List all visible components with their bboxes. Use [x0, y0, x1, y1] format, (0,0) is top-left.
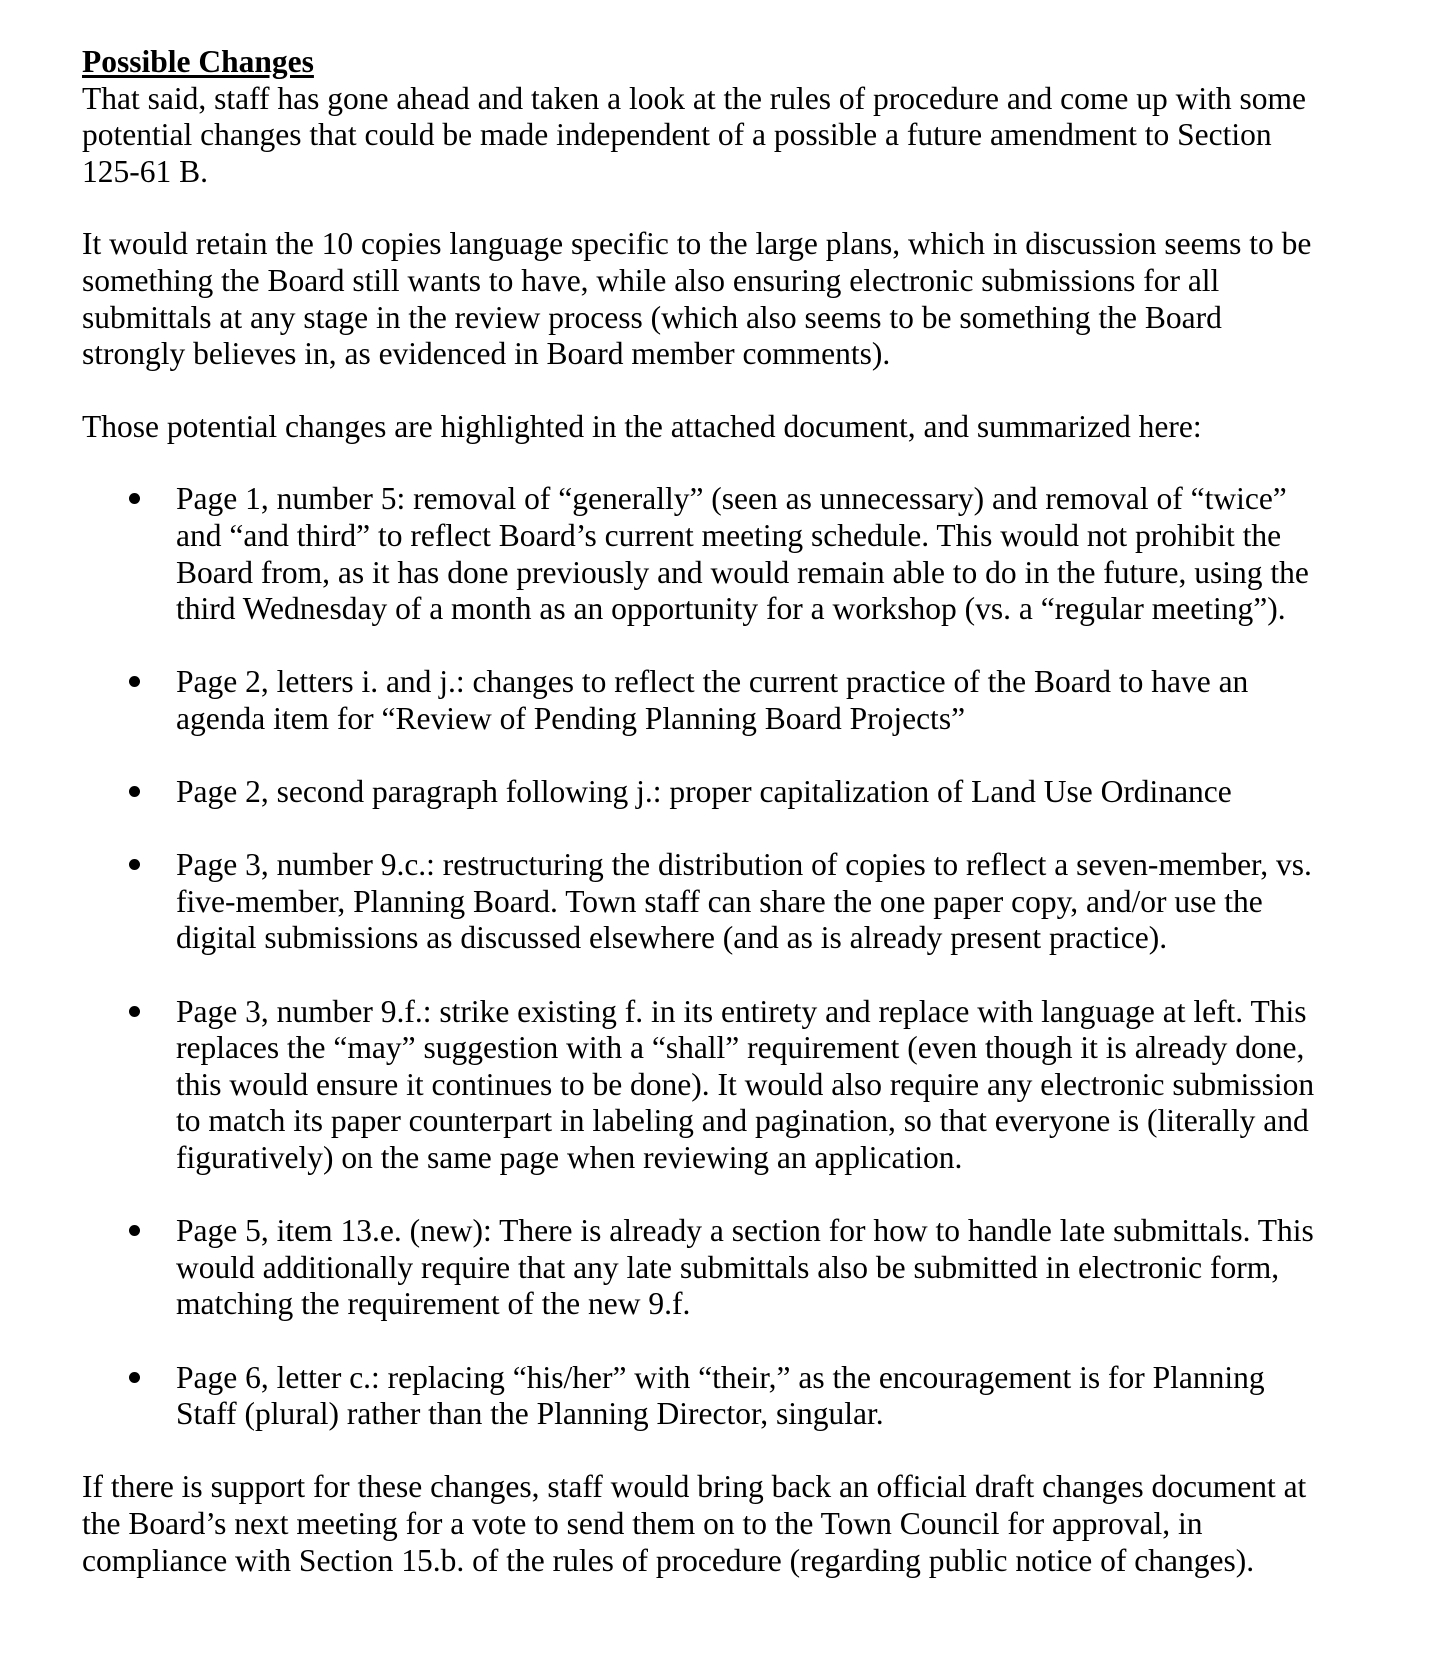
list-item: [82, 774, 1327, 811]
paragraph-intro: That said, staff has gone ahead and taken a look at the rules of procedure and come up with some potential changes that could be made independent of a possible a future amendment to Section 125-61 B.: [82, 80, 1307, 189]
list-item-text: Page 3, number 9.c.: restructuring the distribution of copies to reflect a seven-member, vs. five-member, Planning Board. Town staff can share the one paper copy, and/or use the digital submissions as discussed elsewhere (and as is already present practice).: [176, 847, 1312, 956]
section-heading: Possible Changes: [82, 44, 314, 79]
paragraph-closing: If there is support for these changes, staff would bring back an official draft changes document at the Board’s next meeting for a vote to send them on to the Town Council for approval, in compliance with Section 15.b. of the rules of procedure (regarding public notice of changes).: [82, 1469, 1307, 1578]
list-item-text: Page 6, letter c.: replacing “his/her” with “their,” as the encouragement is for Planning Staff (plural) rather than the Planning Director, singular.: [176, 1359, 1265, 1432]
list-item: [82, 1360, 1327, 1433]
paragraph-summary-lead: Those potential changes are highlighted in the attached document, and summarized here:: [82, 408, 1202, 444]
list-item-text: Page 5, item 13.e. (new): There is already a section for how to handle late submittals. This would additionally require that any late submittals also be submitted in electronic form, matching the requirement of the new 9.f.: [176, 1213, 1314, 1322]
list-item: [82, 1213, 1327, 1323]
bullet-icon: [129, 676, 140, 687]
list-item: [82, 994, 1327, 1177]
list-item: [82, 481, 1327, 627]
list-item-text: Page 2, letters i. and j.: changes to reflect the current practice of the Board to have an agenda item for “Review of Pending Planning Board Projects”: [176, 664, 1249, 736]
list-item: [82, 847, 1327, 957]
bullet-icon: [129, 493, 140, 504]
list-item: [82, 664, 1327, 737]
list-item-text: Page 2, second paragraph following j.: proper capitalization of Land Use Ordinance: [176, 774, 1232, 810]
changes-list: [82, 481, 1327, 1432]
document-body: [82, 44, 1327, 1579]
bullet-icon: [129, 1006, 140, 1017]
bullet-icon: [129, 1372, 140, 1383]
list-item-text: Page 1, number 5: removal of “generally” (seen as unnecessary) and removal of “twice” and “and third” to reflect Board’s current meeting schedule. This would not prohibit the Board from, as it has done previously and would remain able to do in the future, using the third Wednesday of a month as an opportunity for a workshop (vs. a “regular meeting”).: [176, 481, 1309, 627]
paragraph-retain-copies: It would retain the 10 copies language specific to the large plans, which in discussion seems to be something the Board still wants to have, while also ensuring electronic submissions for all submittals at any stage in the review process (which also seems to be something the Board strongly believes in, as evidenced in Board member comments).: [82, 226, 1312, 372]
list-item-text: Page 3, number 9.f.: strike existing f. in its entirety and replace with language at left. This replaces the “may” suggestion with a “shall” requirement (even though it is already done, this would ensure it continues to be done). It would also require any electronic submission to match its paper counterpart in labeling and pagination, so that everyone is (literally and figuratively) on the same page when reviewing an application.: [176, 993, 1315, 1176]
bullet-icon: [129, 786, 140, 797]
bullet-icon: [129, 859, 140, 870]
bullet-icon: [129, 1225, 140, 1236]
